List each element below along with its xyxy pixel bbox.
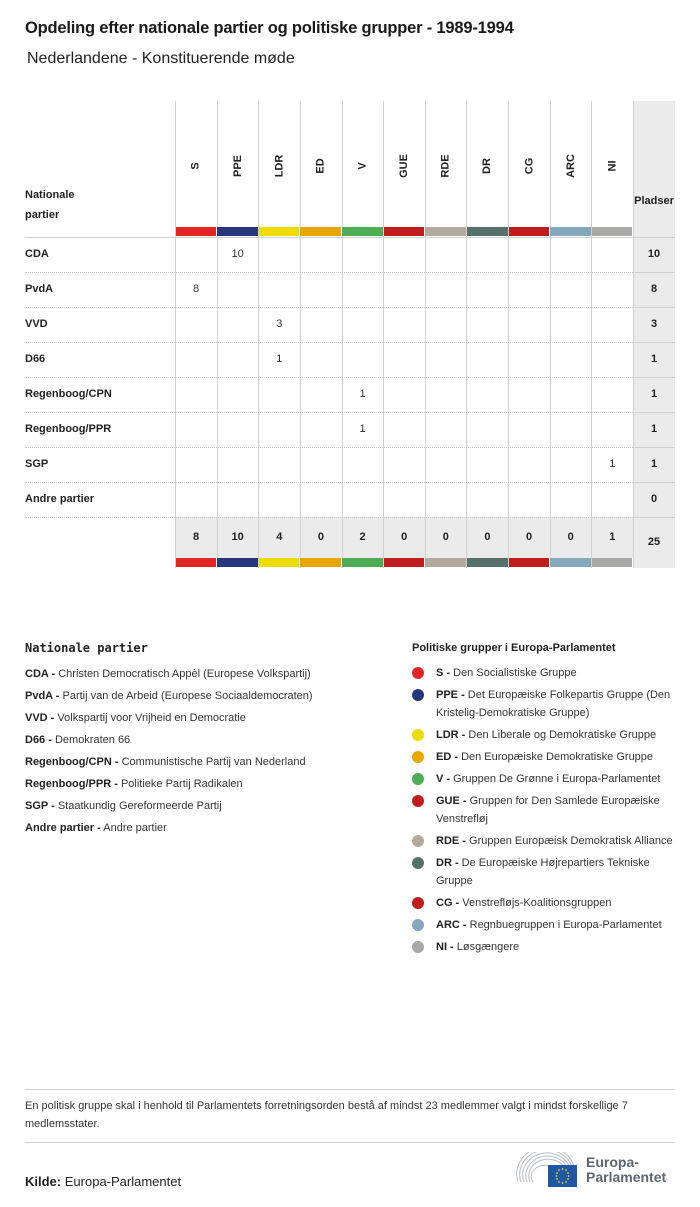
seat-cell <box>508 237 550 272</box>
column-total: 1 <box>609 531 616 543</box>
seat-cell <box>550 237 592 272</box>
group-color-bar <box>342 558 383 567</box>
seat-cell <box>217 377 259 412</box>
seat-cell <box>466 342 508 377</box>
group-color-bar <box>300 558 341 567</box>
seat-cell <box>383 447 425 482</box>
party-code: CDA - <box>25 668 56 680</box>
color-dot-icon <box>412 729 424 741</box>
group-color-bar <box>176 558 217 567</box>
column-total: 8 <box>192 531 200 543</box>
seat-cell <box>383 237 425 272</box>
group-full-name: Den Socialistiske Gruppe <box>453 667 577 679</box>
party-full-name: Demokraten 66 <box>54 734 131 746</box>
column-header-arc <box>550 111 592 221</box>
seat-cell <box>383 377 425 412</box>
seat-cell <box>466 482 508 517</box>
column-total: 0 <box>442 531 449 543</box>
seat-cell <box>383 272 425 307</box>
legend-item <box>25 817 313 839</box>
seat-cell: 1 <box>609 458 616 470</box>
party-name: Andre partier <box>25 493 95 505</box>
legend-item <box>412 792 680 828</box>
seat-cell <box>300 377 342 412</box>
seat-cell <box>258 447 300 482</box>
group-color-bar <box>259 227 300 236</box>
legend-item <box>25 773 313 795</box>
seat-cell <box>550 342 592 377</box>
column-header-label: RDE <box>439 154 452 178</box>
group-full-name: Det Europæiske Folkepartis Gruppe (Den Kristelig-Demokratiske Gruppe) <box>436 689 671 719</box>
row-total: 1 <box>650 388 658 400</box>
seat-cell <box>217 342 259 377</box>
group-code: DR - <box>436 857 459 869</box>
seat-cell <box>300 342 342 377</box>
seat-cell <box>508 377 550 412</box>
seat-cell <box>425 447 467 482</box>
seat-cell <box>300 272 342 307</box>
column-total: 0 <box>484 531 491 543</box>
party-code: Andre partier - <box>25 822 101 834</box>
column-header-label: S <box>190 162 202 170</box>
group-code: PPE - <box>436 689 465 701</box>
seat-cell <box>217 307 259 342</box>
seat-cell <box>591 307 633 342</box>
group-color-bar <box>259 558 300 567</box>
seat-cell <box>300 447 342 482</box>
legend-item <box>412 916 680 934</box>
party-full-name: Volkspartij voor Vrijheid en Democratie <box>57 712 246 724</box>
group-full-name: Gruppen De Grønne i Europa-Parlamentet <box>453 773 661 785</box>
seat-cell: 8 <box>192 283 200 295</box>
party-full-name: Andre partier <box>103 822 167 834</box>
column-header-v <box>342 111 384 221</box>
seat-cell <box>217 272 259 307</box>
group-code: GUE - <box>436 795 467 807</box>
seat-cell <box>425 307 467 342</box>
seat-cell <box>508 272 550 307</box>
column-header-label: LDR <box>273 154 286 178</box>
logo-line-2: Parlamentet <box>586 1169 667 1185</box>
column-header-label: ARC <box>564 154 577 178</box>
group-code: ED - <box>436 751 458 763</box>
seat-cell <box>508 342 550 377</box>
party-full-name: Politieke Partij Radikalen <box>120 778 243 790</box>
row-total: 1 <box>650 458 658 470</box>
row-total: 1 <box>650 423 658 435</box>
column-header-ldr <box>258 111 300 221</box>
row-total: 10 <box>647 248 661 260</box>
legend-item <box>25 795 313 817</box>
logo-line-1: Europa- <box>586 1154 639 1170</box>
hemicycle-icon <box>516 1152 578 1188</box>
party-name: SGP <box>25 458 49 470</box>
divider <box>25 1142 675 1143</box>
row-separator <box>25 517 633 518</box>
seat-cell <box>591 237 633 272</box>
party-name: PvdA <box>25 283 54 295</box>
seat-cell <box>175 482 217 517</box>
seat-cell: 10 <box>231 248 244 260</box>
seat-cell <box>300 307 342 342</box>
group-code: ARC - <box>436 919 467 931</box>
legend-item <box>25 707 313 729</box>
column-header-ni <box>591 111 633 221</box>
party-name: CDA <box>25 248 49 260</box>
footnote: En politisk gruppe skal i henhold til Parlamentets forretningsorden bestå af mindst 23 medlemmer valgt i mindst forskellige 7 medlemsstater. <box>25 1100 628 1130</box>
party-full-name: Christen Democratisch Appèl (Europese Volkspartij) <box>58 668 311 680</box>
table-row <box>25 307 675 342</box>
column-header-label: DR <box>481 158 494 174</box>
column-header-ed <box>300 111 342 221</box>
column-total: 0 <box>401 531 408 543</box>
source-value: Europa-Parlamentet <box>64 1174 182 1189</box>
party-full-name: Communistische Partij van Nederland <box>121 756 306 768</box>
ep-logo <box>516 1152 676 1190</box>
seat-cell <box>175 412 217 447</box>
seat-cell <box>466 272 508 307</box>
seat-cell <box>258 377 300 412</box>
color-dot-icon <box>412 667 424 679</box>
color-dot-icon <box>412 941 424 953</box>
party-name: VVD <box>25 318 48 330</box>
color-dot-icon <box>412 857 424 869</box>
seat-cell <box>342 482 384 517</box>
seat-cell <box>383 342 425 377</box>
seat-cell <box>217 412 259 447</box>
seat-cell <box>550 412 592 447</box>
seat-cell <box>550 377 592 412</box>
column-header-cg <box>508 111 550 221</box>
seat-cell <box>466 377 508 412</box>
color-dot-icon <box>412 795 424 807</box>
column-total: 2 <box>359 531 366 543</box>
group-color-bar <box>550 227 591 236</box>
column-total: 0 <box>567 531 574 543</box>
seat-cell <box>175 377 217 412</box>
seat-cell <box>300 237 342 272</box>
legend-item <box>412 686 680 722</box>
party-code: D66 - <box>25 734 52 746</box>
source <box>25 1174 181 1189</box>
seat-cell <box>217 482 259 517</box>
seat-cell <box>175 237 217 272</box>
seat-cell <box>508 447 550 482</box>
seat-cell: 1 <box>359 423 366 435</box>
group-code: NI - <box>436 941 454 953</box>
color-dot-icon <box>412 689 424 701</box>
party-name: Regenboog/CPN <box>25 388 112 400</box>
seat-cell <box>383 307 425 342</box>
table-row <box>25 272 675 307</box>
national-parties-legend <box>25 641 313 839</box>
column-total: 10 <box>231 531 244 543</box>
seat-cell <box>466 447 508 482</box>
seat-cell <box>383 482 425 517</box>
column-header-dr <box>466 111 508 221</box>
legend-item <box>25 751 313 773</box>
seat-cell <box>342 342 384 377</box>
column-header-label: PPE <box>231 154 244 178</box>
legend-heading: Nationale partier <box>25 641 148 655</box>
group-code: RDE - <box>436 835 466 847</box>
group-color-bar <box>592 558 633 567</box>
group-color-bar <box>384 558 425 567</box>
political-groups-legend <box>412 642 680 960</box>
group-full-name: Venstrefløjs-Koalitionsgruppen <box>462 897 612 909</box>
party-code: Regenboog/CPN - <box>25 756 119 768</box>
table-row <box>25 447 675 482</box>
seat-cell <box>508 482 550 517</box>
seat-cell <box>342 237 384 272</box>
seat-cell <box>591 377 633 412</box>
party-code: SGP - <box>25 800 55 812</box>
party-full-name: Partij van de Arbeid (Europese Sociaaldemocraten) <box>62 690 313 702</box>
national-parties-header: Nationale partier <box>25 189 75 221</box>
seat-cell <box>425 377 467 412</box>
group-full-name: Løsgængere <box>456 941 520 953</box>
table-row <box>25 412 675 447</box>
legend-item <box>25 685 313 707</box>
legend-item <box>412 832 680 850</box>
seat-cell <box>591 272 633 307</box>
color-dot-icon <box>412 751 424 763</box>
seat-cell <box>550 272 592 307</box>
party-code: Regenboog/PPR - <box>25 778 118 790</box>
party-code: VVD - <box>25 712 55 724</box>
color-dot-icon <box>412 773 424 785</box>
chart-subtitle: Nederlandene - Konstituerende møde <box>27 50 295 67</box>
seat-cell <box>591 412 633 447</box>
group-code: V - <box>436 773 451 785</box>
seat-cell: 1 <box>359 388 366 400</box>
group-color-bar <box>425 227 466 236</box>
seat-cell <box>342 272 384 307</box>
party-name: D66 <box>25 353 46 365</box>
group-full-name: De Europæiske Højrepartiers Tekniske Gruppe <box>436 857 650 887</box>
legend-item <box>412 770 680 788</box>
legend-item <box>412 726 680 744</box>
row-total: 0 <box>650 493 658 505</box>
seat-cell <box>466 307 508 342</box>
legend-item <box>25 729 313 751</box>
table-row <box>25 377 675 412</box>
group-full-name: Gruppen for Den Samlede Europæiske Venstrefløj <box>436 795 660 825</box>
legend-item <box>412 664 680 682</box>
color-dot-icon <box>412 835 424 847</box>
party-name: Regenboog/PPR <box>25 423 112 435</box>
seat-cell <box>342 447 384 482</box>
group-code: S - <box>436 667 451 679</box>
group-color-bar <box>592 227 633 236</box>
group-color-bar <box>300 227 341 236</box>
group-color-bar <box>217 227 258 236</box>
logo-text <box>586 1155 666 1185</box>
column-header-label: NI <box>606 160 619 172</box>
group-color-bar <box>217 558 258 567</box>
row-total: 1 <box>650 353 658 365</box>
seat-cell <box>550 447 592 482</box>
color-dot-icon <box>412 897 424 909</box>
seats-header: Pladser <box>634 195 674 207</box>
group-color-bar <box>509 227 550 236</box>
seat-cell <box>508 307 550 342</box>
seat-cell <box>258 237 300 272</box>
column-header-gue <box>383 111 425 221</box>
group-color-bar <box>550 558 591 567</box>
seat-cell <box>550 307 592 342</box>
column-total: 0 <box>526 531 533 543</box>
seat-cell <box>258 482 300 517</box>
seat-cell <box>425 237 467 272</box>
seat-cell <box>300 412 342 447</box>
column-header-label: GUE <box>398 154 411 178</box>
seat-cell: 3 <box>276 318 283 330</box>
divider <box>25 1089 675 1090</box>
color-dot-icon <box>412 919 424 931</box>
column-total: 4 <box>276 531 283 543</box>
party-code: PvdA - <box>25 690 60 702</box>
group-color-bar <box>509 558 550 567</box>
seat-cell <box>425 272 467 307</box>
table-row <box>25 342 675 377</box>
seat-cell <box>175 307 217 342</box>
legend-item <box>412 894 680 912</box>
group-color-bar <box>342 227 383 236</box>
source-label: Kilde: <box>25 1174 62 1189</box>
seat-cell <box>466 412 508 447</box>
column-total: 0 <box>317 531 324 543</box>
legend-item <box>412 854 680 890</box>
column-header-ppe <box>217 111 259 221</box>
group-code: CG - <box>436 897 460 909</box>
seat-cell <box>591 482 633 517</box>
seat-cell <box>425 412 467 447</box>
column-header-label: V <box>356 162 369 170</box>
seat-cell <box>342 307 384 342</box>
seat-cell <box>591 342 633 377</box>
group-code: LDR - <box>436 729 466 741</box>
group-full-name: Den Europæiske Demokratiske Gruppe <box>461 751 654 763</box>
column-header-s <box>175 111 217 221</box>
table-row <box>25 237 675 272</box>
group-color-bar <box>176 227 217 236</box>
legend-item <box>412 938 680 956</box>
seat-cell: 1 <box>276 353 283 365</box>
seat-cell <box>466 237 508 272</box>
row-total: 3 <box>650 318 658 330</box>
legend-item <box>25 663 313 685</box>
seat-cell <box>425 482 467 517</box>
group-full-name: Den Liberale og Demokratiske Gruppe <box>468 729 657 741</box>
column-header-label: ED <box>314 158 327 174</box>
seat-cell <box>258 272 300 307</box>
seat-cell <box>217 447 259 482</box>
row-total: 8 <box>650 283 658 295</box>
seat-cell <box>258 412 300 447</box>
group-full-name: Gruppen Europæisk Demokratisk Alliance <box>469 835 673 847</box>
legend-item <box>412 748 680 766</box>
group-color-bar <box>384 227 425 236</box>
seat-cell <box>175 447 217 482</box>
chart-title: Opdeling efter nationale partier og politiske grupper - 1989-1994 <box>25 19 514 37</box>
seat-cell <box>550 482 592 517</box>
seat-cell <box>425 342 467 377</box>
seat-cell <box>508 412 550 447</box>
grand-total: 25 <box>647 536 661 548</box>
legend-heading: Politiske grupper i Europa-Parlamentet <box>412 642 616 654</box>
seat-cell <box>175 342 217 377</box>
seat-cell <box>383 412 425 447</box>
group-color-bar <box>467 558 508 567</box>
seat-cell <box>300 482 342 517</box>
group-full-name: Regnbuegruppen i Europa-Parlamentet <box>469 919 662 931</box>
group-color-bar <box>467 227 508 236</box>
column-header-label: CG <box>523 157 536 175</box>
group-color-bar <box>425 558 466 567</box>
column-header-rde <box>425 111 467 221</box>
table-row <box>25 482 675 517</box>
party-full-name: Staatkundig Gereformeerde Partij <box>57 800 222 812</box>
